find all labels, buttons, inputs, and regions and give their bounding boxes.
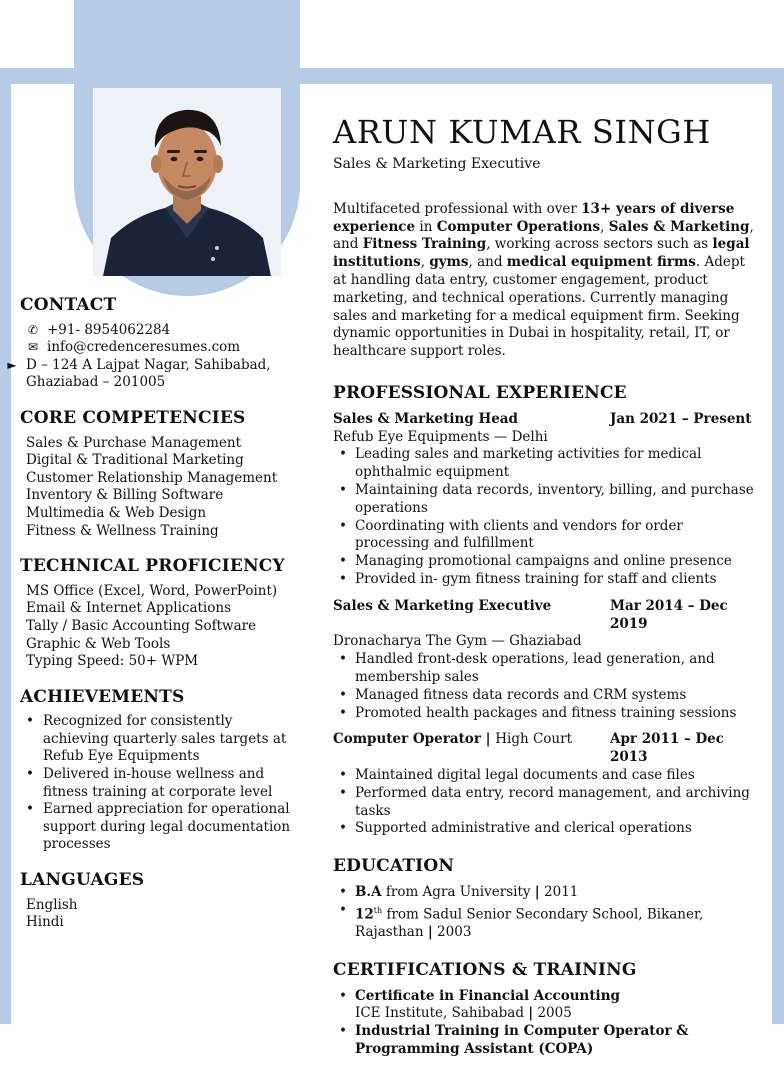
technical-section (20, 558, 292, 671)
list-item: Sales & Purchase Management (26, 434, 242, 451)
person-title: Sales & Marketing Executive (333, 156, 541, 172)
achievements-heading: ACHIEVEMENTS (20, 686, 185, 707)
languages-section (20, 872, 292, 932)
right-frame-bar (772, 68, 784, 1024)
list-item: Hindi (26, 914, 64, 931)
contact-email (20, 339, 292, 357)
languages-list (20, 897, 292, 932)
job-header (333, 411, 758, 429)
job-bullets (333, 651, 758, 722)
email-icon: ✉ (27, 340, 39, 355)
list-item: MS Office (Excel, Word, PowerPoint) (26, 582, 278, 599)
list-item: Customer Relationship Management (26, 469, 278, 486)
job-bullets (333, 446, 758, 588)
contact-section (7, 295, 292, 392)
list-item: • Performed data entry, record management, and archiving tasks (333, 785, 758, 821)
phone-text[interactable]: +91- 8954062284 (47, 321, 171, 338)
list-item: • Coordinating with clients and vendors for order processing and fulfillment (333, 518, 758, 554)
profile-photo-illustration (93, 88, 281, 276)
address-text: ► D – 124 A Lajpat Nagar, Sahibabad, Ghaziabad – 201005 (26, 357, 292, 392)
job-entry (333, 731, 758, 838)
summary-paragraph: Multifaceted professional with over 13+ years of diverse experience in Computer Operations, Sales & Marketing, and Fitness Training, working across sectors such as legal institutions, gyms, and medical equipment firms. Adept at handling data entry, customer engagement, product marketing, and technical operations. Currently managing sales and marketing for a medical equipment firm. Seeking dynamic opportunities in Dubai in hospitality, retail, IT, or healthcare support roles. (333, 200, 754, 360)
certifications-list (333, 988, 758, 1059)
job-title: Computer Operator | High Court (333, 731, 572, 748)
list-item: Email & Internet Applications (26, 600, 232, 617)
list-item: • Maintaining data records, inventory, billing, and purchase operations (333, 482, 758, 518)
list-item: • Managed fitness data records and CRM systems (333, 687, 758, 705)
list-item: Digital & Traditional Marketing (26, 452, 244, 469)
experience-heading: PROFESSIONAL EXPERIENCE (333, 382, 627, 403)
education-list (333, 884, 758, 942)
list-item: Fitness & Wellness Training (26, 522, 219, 539)
list-item: English (26, 896, 78, 913)
job-date: Apr 2011 – Dec 2013 (610, 731, 724, 766)
job-title: Sales & Marketing Head (333, 410, 518, 427)
technical-heading: TECHNICAL PROFICIENCY (20, 556, 285, 577)
job-company: Refub Eye Equipments — Delhi (333, 428, 548, 445)
list-item: Graphic & Web Tools (26, 635, 171, 652)
job-company: Dronacharya The Gym — Ghaziabad (333, 633, 582, 650)
list-item: • Maintained digital legal documents and case files (333, 767, 758, 785)
list-item: • Earned appreciation for operational support during legal documentation processes (24, 801, 292, 854)
certifications-section (333, 959, 758, 1059)
list-item: • Delivered in-house wellness and fitness training at corporate level (24, 766, 292, 801)
list-item: • Supported administrative and clerical operations (333, 820, 758, 838)
job-title: Sales & Marketing Executive (333, 597, 552, 614)
list-item: • Provided in- gym fitness training for staff and clients (333, 571, 758, 589)
technical-list (20, 583, 292, 671)
list-item: Inventory & Billing Software (26, 487, 224, 504)
list-item: • Recognized for consistently achieving quarterly sales targets at Refub Eye Equipments (24, 713, 292, 766)
list-item: • Promoted health packages and fitness training sessions (333, 705, 758, 723)
email-text[interactable]: info@credenceresumes.com (47, 339, 241, 356)
competencies-heading: CORE COMPETENCIES (20, 407, 246, 428)
certifications-heading: CERTIFICATIONS & TRAINING (333, 959, 637, 980)
achievements-section (20, 686, 292, 854)
job-date: Jan 2021 – Present (610, 410, 752, 427)
achievements-list (20, 713, 292, 854)
list-item: Typing Speed: 50+ WPM (26, 653, 199, 670)
contact-heading: CONTACT (20, 295, 117, 315)
job-header (333, 598, 758, 634)
competencies-list (20, 435, 292, 541)
experience-section (333, 382, 758, 838)
profile-photo (93, 88, 281, 276)
left-column (7, 295, 292, 950)
list-item: • 12th from Sadul Senior Secondary School, Bikaner, Rajasthan | 2003 (333, 902, 758, 942)
cert-name: • Certificate in Financial Accounting (355, 987, 620, 1004)
cert-name: • Industrial Training in Computer Operator & Programming Assistant (COPA) (355, 1023, 689, 1057)
person-name: ARUN KUMAR SINGH (333, 113, 711, 151)
contact-phone (20, 322, 292, 340)
job-header (333, 731, 758, 767)
languages-heading: LANGUAGES (20, 870, 145, 891)
list-item (333, 988, 758, 1024)
job-date: Mar 2014 – Dec 2019 (610, 597, 728, 632)
list-item: Tally / Basic Accounting Software (26, 617, 257, 634)
job-bullets (333, 767, 758, 838)
education-section (333, 858, 758, 942)
list-item: Multimedia & Web Design (26, 504, 207, 521)
pointer-icon: ► (7, 357, 17, 372)
competencies-section (20, 407, 292, 540)
job-entry (333, 411, 758, 589)
list-item: • Leading sales and marketing activities for medical ophthalmic equipment (333, 446, 758, 482)
contact-address (7, 356, 292, 392)
cert-detail: ICE Institute, Sahibabad | 2005 (355, 1005, 572, 1022)
list-item: • Handled front-desk operations, lead generation, and membership sales (333, 651, 758, 687)
left-frame-bar (0, 68, 11, 1024)
education-heading: EDUCATION (333, 856, 455, 877)
phone-icon: ✆ (27, 322, 39, 337)
list-item: • Managing promotional campaigns and online presence (333, 553, 758, 571)
job-entry (333, 598, 758, 723)
right-column (333, 112, 758, 1079)
list-item: • B.A from Agra University | 2011 (333, 884, 758, 902)
list-item (333, 1023, 758, 1059)
